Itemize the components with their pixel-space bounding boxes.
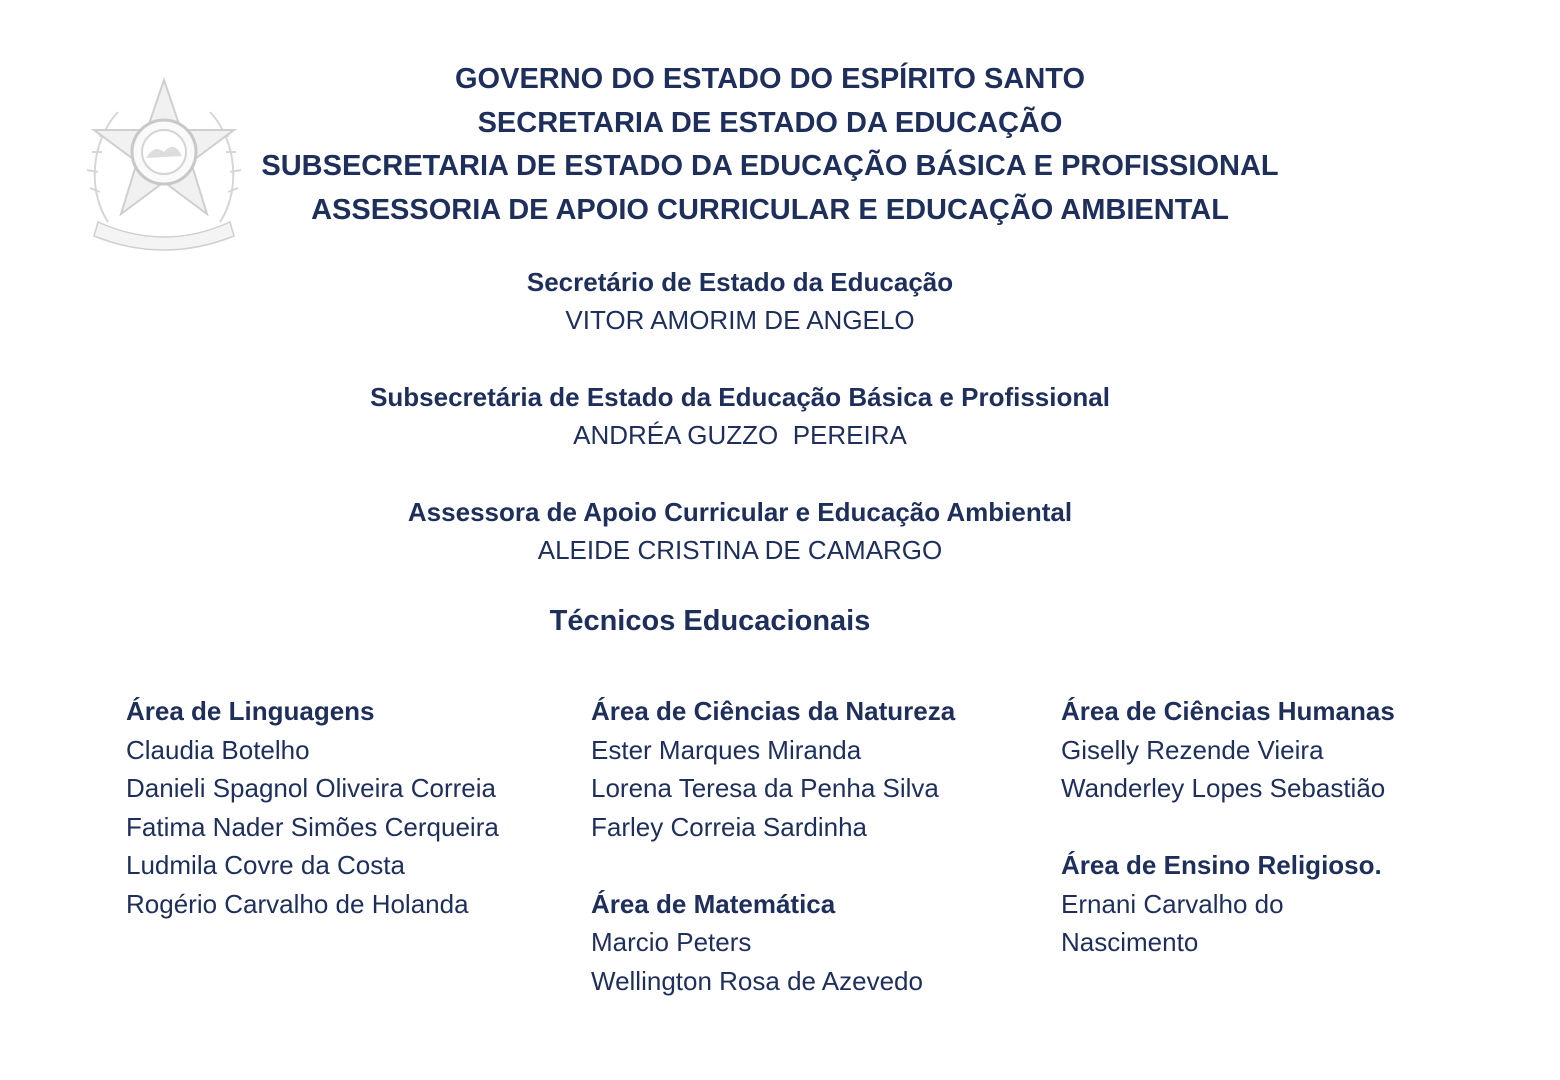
officials-list bbox=[0, 263, 1480, 608]
technicians-title: Técnicos Educacionais bbox=[549, 605, 871, 637]
official-role: Subsecretária de Estado da Educação Básica e Profissional bbox=[370, 382, 1110, 412]
official-advisor bbox=[0, 493, 1480, 569]
technicians-column-3 bbox=[1061, 692, 1395, 962]
list-item: Ludmila Covre da Costa bbox=[126, 850, 405, 880]
list-item: Wanderley Lopes Sebastião bbox=[1061, 773, 1386, 803]
header-line-secretariat: SECRETARIA DE ESTADO DA EDUCAÇÃO bbox=[477, 106, 1063, 139]
official-role: Secretário de Estado da Educação bbox=[526, 267, 954, 297]
list-item: Nascimento bbox=[1061, 927, 1199, 957]
list-item: Ester Marques Miranda bbox=[591, 734, 862, 765]
official-role: Assessora de Apoio Curricular e Educação Ambiental bbox=[407, 497, 1073, 527]
header-line-subsecretariat: SUBSECRETARIA DE ESTADO DA EDUCAÇÃO BÁSICA E PROFISSIONAL bbox=[261, 150, 1279, 182]
technicians-column-1 bbox=[126, 692, 499, 923]
area-title-human-sciences: Área de Ciências Humanas bbox=[1061, 696, 1395, 726]
official-name: ALEIDE CRISTINA DE CAMARGO bbox=[537, 535, 943, 565]
header-line-advisory: ASSESSORIA DE APOIO CURRICULAR E EDUCAÇÃO AMBIENTAL bbox=[311, 193, 1229, 226]
spacer bbox=[1061, 808, 1395, 847]
list-item: Wellington Rosa de Azevedo bbox=[591, 965, 923, 996]
list-item: Marcio Peters bbox=[591, 927, 752, 957]
area-title-languages: Área de Linguagens bbox=[126, 696, 375, 726]
list-item: Lorena Teresa da Penha Silva bbox=[591, 773, 939, 803]
official-name: VITOR AMORIM DE ANGELO bbox=[565, 305, 915, 335]
area-title-mathematics: Área de Matemática bbox=[591, 888, 836, 919]
area-title-religious-education: Área de Ensino Religioso. bbox=[1061, 850, 1382, 880]
list-item: Ernani Carvalho do bbox=[1061, 888, 1284, 919]
official-secretary bbox=[0, 263, 1480, 339]
official-name: ANDRÉA GUZZO PEREIRA bbox=[573, 420, 907, 450]
header bbox=[0, 58, 1540, 232]
list-item: Rogério Carvalho de Holanda bbox=[126, 888, 469, 919]
list-item: Giselly Rezende Vieira bbox=[1061, 734, 1324, 765]
header-line-government: GOVERNO DO ESTADO DO ESPÍRITO SANTO bbox=[454, 63, 1086, 95]
list-item: Claudia Botelho bbox=[126, 734, 310, 765]
list-item: Farley Correia Sardinha bbox=[591, 811, 868, 842]
area-title-natural-sciences: Área de Ciências da Natureza bbox=[591, 696, 956, 726]
list-item: Danieli Spagnol Oliveira Correia bbox=[126, 773, 496, 803]
spacer bbox=[591, 846, 955, 885]
technicians-column-2 bbox=[591, 692, 955, 1000]
list-item: Fatima Nader Simões Cerqueira bbox=[126, 811, 499, 842]
official-subsecretary bbox=[0, 378, 1480, 454]
